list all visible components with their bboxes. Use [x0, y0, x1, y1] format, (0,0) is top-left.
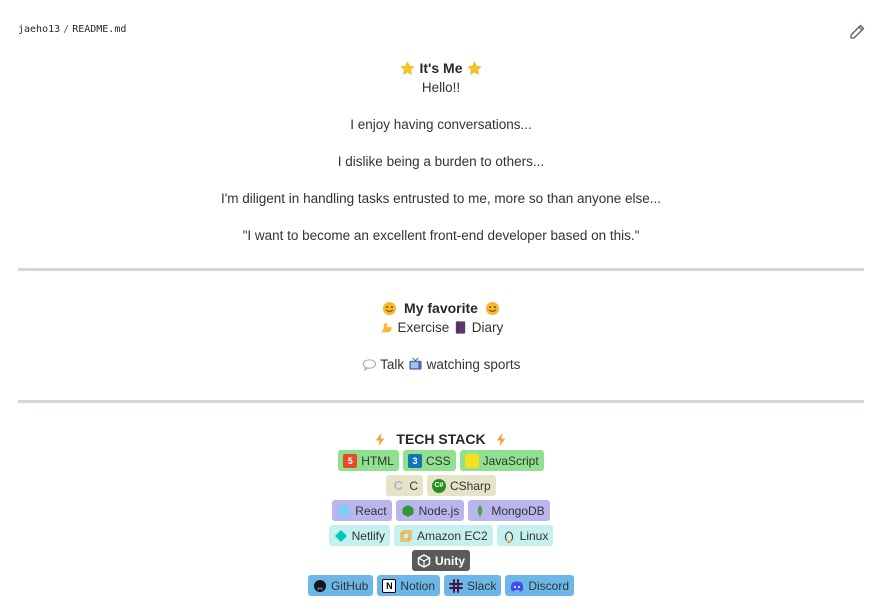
- tech-heading: [18, 429, 864, 449]
- netlify-icon: [334, 529, 348, 543]
- notion-icon: N: [382, 579, 396, 593]
- lightning-icon: [373, 432, 388, 447]
- badge-row: [18, 550, 864, 571]
- badge-netlify: Netlify: [329, 525, 390, 546]
- section-divider: [18, 268, 864, 271]
- badge-slack: Slack: [444, 575, 501, 596]
- badge-c: C C: [386, 475, 423, 496]
- amazon-ec2-icon: [399, 529, 413, 543]
- unity-icon: [417, 554, 431, 568]
- javascript-icon: [465, 454, 479, 468]
- slack-icon: [449, 579, 463, 593]
- badge-row: [18, 500, 864, 521]
- favorite-row-2: [18, 356, 864, 374]
- badge-row: [18, 575, 864, 596]
- badge-row: [18, 525, 864, 546]
- badge-linux: Linux: [497, 525, 554, 546]
- badge-notion: N Notion: [377, 575, 440, 596]
- csharp-icon: C#: [432, 479, 446, 493]
- speech-bubble-icon: [362, 357, 377, 372]
- television-icon: [408, 357, 423, 372]
- nodejs-icon: [401, 504, 415, 518]
- favorite-title: My favorite: [404, 300, 478, 316]
- favorite-item: Talk: [380, 357, 405, 372]
- notebook-icon: [453, 320, 468, 335]
- favorite-item: Diary: [471, 320, 504, 335]
- tech-title: TECH STACK: [396, 431, 486, 447]
- badge-html: 5 HTML: [338, 450, 399, 471]
- mongodb-icon: [473, 504, 487, 518]
- breadcrumb-separator: /: [63, 24, 70, 35]
- flexed-biceps-icon: [379, 320, 394, 335]
- badge-discord: Discord: [505, 575, 574, 596]
- badge-github: GitHub: [308, 575, 373, 596]
- smiling-face-icon: [485, 301, 500, 316]
- readme-body: [18, 58, 864, 600]
- badge-unity: Unity: [412, 550, 470, 571]
- intro-line: I'm diligent in handling tasks entrusted to me, more so than anyone else...: [220, 191, 662, 206]
- intro-line: I dislike being a burden to others...: [337, 154, 545, 169]
- intro-heading: [18, 58, 864, 78]
- tech-stack-badges: [18, 450, 864, 596]
- breadcrumb: [18, 24, 126, 35]
- favorite-item: Exercise: [397, 320, 450, 335]
- css3-icon: 3: [408, 454, 422, 468]
- badge-amazon-ec2: Amazon EC2: [394, 525, 493, 546]
- favorite-heading: [18, 298, 864, 318]
- breadcrumb-owner-link[interactable]: jaeho13: [18, 24, 61, 35]
- badge-javascript: JavaScript: [460, 450, 544, 471]
- breadcrumb-file: README.md: [72, 24, 127, 35]
- intro-line: Hello!!: [421, 80, 461, 95]
- badge-row: [18, 475, 864, 496]
- linux-icon: [502, 529, 516, 543]
- c-icon: C: [393, 478, 403, 493]
- favorite-item: watching sports: [426, 357, 521, 372]
- smiling-face-icon: [382, 301, 397, 316]
- badge-nodejs: Node.js: [396, 500, 465, 521]
- react-icon: [337, 504, 351, 518]
- github-icon: [313, 579, 327, 593]
- badge-row: [18, 450, 864, 471]
- edit-pencil-icon[interactable]: [849, 24, 865, 40]
- intro-title: It's Me: [419, 60, 463, 76]
- badge-csharp: C# CSharp: [427, 475, 496, 496]
- star-icon: [400, 61, 415, 76]
- discord-icon: [510, 579, 524, 593]
- badge-react: React: [332, 500, 391, 521]
- star-icon: [467, 61, 482, 76]
- section-divider: [18, 400, 864, 403]
- badge-mongodb: MongoDB: [468, 500, 549, 521]
- intro-line: I enjoy having conversations...: [350, 117, 532, 132]
- intro-line: "I want to become an excellent front-end developer based on this.": [242, 228, 640, 243]
- html5-icon: 5: [343, 454, 357, 468]
- badge-css: 3 CSS: [403, 450, 456, 471]
- favorite-row-1: [18, 319, 864, 337]
- lightning-icon: [494, 432, 509, 447]
